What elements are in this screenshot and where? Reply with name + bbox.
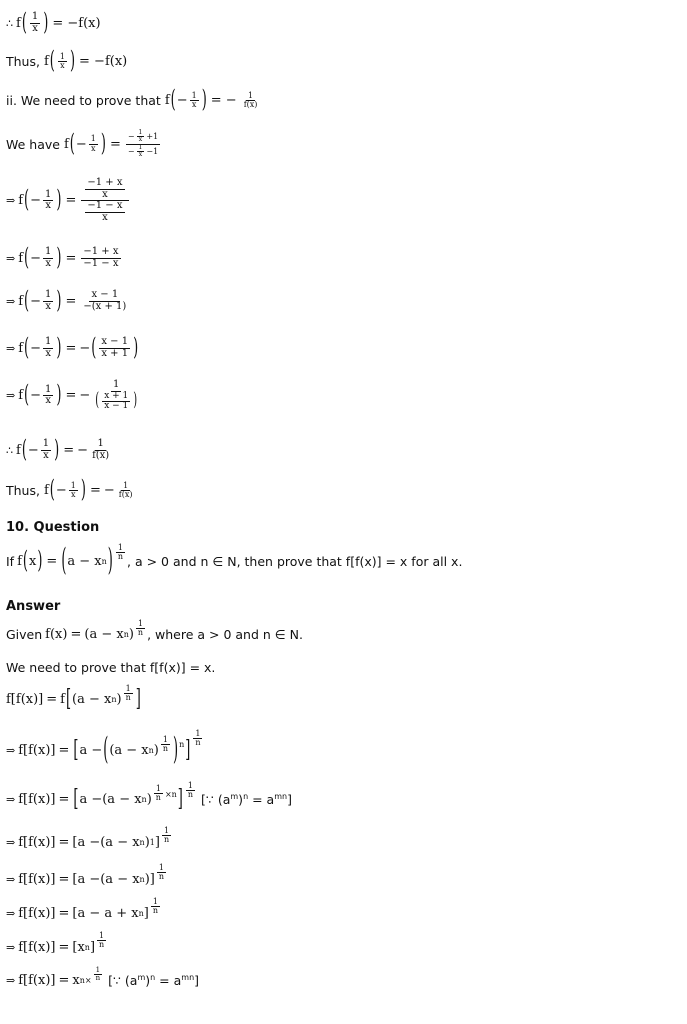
therefore-symbol: ∴ bbox=[6, 16, 13, 30]
math-expression: f[f(x)] = [ a − ( (a − x n ) $\frac{1}{n}$ ) n ] $\frac{1}{n}$ bbox=[18, 729, 201, 769]
step-line-2 bbox=[6, 729, 204, 769]
need-to-prove: We need to prove that f[f(x)] = x. bbox=[6, 660, 216, 675]
compound-fraction: − $\frac{1}{x}$ +1 − $\frac{1}{x}$ −1 bbox=[127, 129, 159, 158]
math-expression: f ( − $\frac{1}{x}$ ) = − $\frac{1}{f(x)}$ bbox=[164, 86, 258, 116]
given-line bbox=[6, 619, 303, 644]
step-line-3 bbox=[6, 781, 292, 814]
eq-line-2 bbox=[6, 47, 128, 77]
we-have-label: We have bbox=[6, 136, 60, 152]
math-expression: f[f(x)] = [a − (a − x n )] $\frac{1}{n}$ bbox=[18, 863, 165, 888]
compound-fraction: $\frac{\frac{-1 + x}{x}}{\frac{-1 - x}{x}}$ bbox=[81, 178, 128, 223]
implies-arrow: ⇒ bbox=[6, 294, 16, 308]
math-expression: f[f(x)] = [a − (a − x n ) 1 ] $\frac{1}{n}$ bbox=[18, 826, 170, 851]
math-expression: f[f(x)] = x n× $\frac{1}{n}$ bbox=[18, 966, 101, 989]
math-expression: f[f(x)] = [x n ] $\frac{1}{n}$ bbox=[18, 931, 105, 956]
math-expression: f[f(x)] = [ a − (a − x n ) $\frac{1}{n}$ ×n ] $\frac{1}{n}$ bbox=[18, 781, 194, 814]
eq-line-5 bbox=[6, 178, 131, 223]
step-line-1 bbox=[6, 684, 142, 714]
step-line-5 bbox=[6, 863, 168, 889]
math-expression: f ( − $\frac{1}{x}$ ) = − ( $\frac{x - 1}{x + 1}$ ) bbox=[18, 333, 139, 363]
question-statement bbox=[6, 543, 463, 580]
implies-arrow: ⇒ bbox=[6, 907, 16, 921]
math-expression: f[f(x)] = f [ (a − x n ) $\frac{1}{n}$ ] bbox=[6, 684, 141, 714]
math-expression: f[f(x)] = [a − a + x n ] $\frac{1}{n}$ bbox=[18, 897, 158, 922]
step-line-7 bbox=[6, 931, 108, 957]
implies-arrow: ⇒ bbox=[6, 341, 16, 355]
math-expression: f ( $\frac{1}{x}$ ) = −f(x) bbox=[16, 8, 101, 38]
function-definition: f(x) = (a − x n ) $\frac{1}{n}$ bbox=[45, 619, 144, 643]
eq-line-3 bbox=[6, 86, 261, 116]
implies-arrow: ⇒ bbox=[6, 389, 16, 403]
eq-line-1 bbox=[6, 8, 101, 38]
thus-label: Thus, bbox=[6, 54, 40, 70]
implies-arrow: ⇒ bbox=[6, 836, 16, 850]
implies-arrow: ⇒ bbox=[6, 744, 16, 758]
given-label: Given bbox=[6, 627, 43, 643]
given-condition: , where a > 0 and n ∈ N. bbox=[147, 627, 303, 643]
implies-arrow: ⇒ bbox=[6, 941, 16, 955]
statement-text: ii. We need to prove that bbox=[6, 93, 161, 109]
math-expression: f ( − $\frac{1}{x}$ ) = − 1 ( $\frac{x + 1}{x - 1}$ ) bbox=[18, 379, 138, 412]
eq-line-10 bbox=[6, 435, 113, 465]
eq-line-4 bbox=[6, 130, 162, 158]
math-expression: f ( − $\frac{1}{x}$ ) = $\frac{\frac{-1 + x}{x}}{\frac{-1 - x}{x}}$ bbox=[18, 178, 130, 223]
eq-line-8 bbox=[6, 333, 139, 363]
implies-arrow: ⇒ bbox=[6, 251, 16, 265]
math-expression: f ( − $\frac{1}{x}$ ) = − $\frac{1}{x}$ +1 − $\frac{1}{x}$ −1 bbox=[63, 129, 159, 159]
math-expression: f ( − $\frac{1}{x}$ ) = − $\frac{1}{f(x)}$ bbox=[16, 435, 110, 465]
eq-line-7 bbox=[6, 286, 130, 316]
implies-arrow: ⇒ bbox=[6, 194, 16, 207]
math-expression: f ( − $\frac{1}{x}$ ) = $\frac{-1 + x}{-1 - x}$ bbox=[18, 243, 119, 273]
eq-line-6 bbox=[6, 243, 123, 273]
implies-arrow: ⇒ bbox=[6, 873, 16, 887]
step-line-8 bbox=[6, 966, 200, 989]
math-expression: f ( − $\frac{1}{x}$ ) = $\frac{x - 1}{-(x + 1)}$ bbox=[18, 286, 127, 316]
if-label: If bbox=[6, 554, 15, 570]
condition-text: , a > 0 and n ∈ N, then prove that f[f(x)] = x for all x. bbox=[127, 554, 463, 570]
math-expression: f ( − $\frac{1}{x}$ ) = − $\frac{1}{f(x)}$ bbox=[43, 476, 133, 506]
step-line-6 bbox=[6, 897, 162, 923]
question-heading: 10. Question bbox=[6, 520, 100, 535]
answer-heading: Answer bbox=[6, 599, 61, 614]
step-line-4 bbox=[6, 826, 173, 852]
exponent-rule-note: [∵ $(a^m)^n = a^{mn}$] bbox=[201, 792, 292, 808]
implies-arrow: ⇒ bbox=[6, 974, 16, 988]
function-definition: f ( x ) = ( a − x n ) $\frac{1}{n}$ bbox=[17, 543, 124, 580]
thus-label: Thus, bbox=[6, 483, 40, 499]
math-expression: f ( $\frac{1}{x}$ ) = −f(x) bbox=[43, 47, 128, 77]
exponent-rule-note: [∵ $(a^m)^n = a^{mn}$] bbox=[108, 973, 200, 989]
eq-line-9 bbox=[6, 380, 142, 411]
eq-line-11 bbox=[6, 476, 136, 506]
implies-arrow: ⇒ bbox=[6, 793, 16, 807]
therefore-symbol: ∴ bbox=[6, 443, 13, 457]
